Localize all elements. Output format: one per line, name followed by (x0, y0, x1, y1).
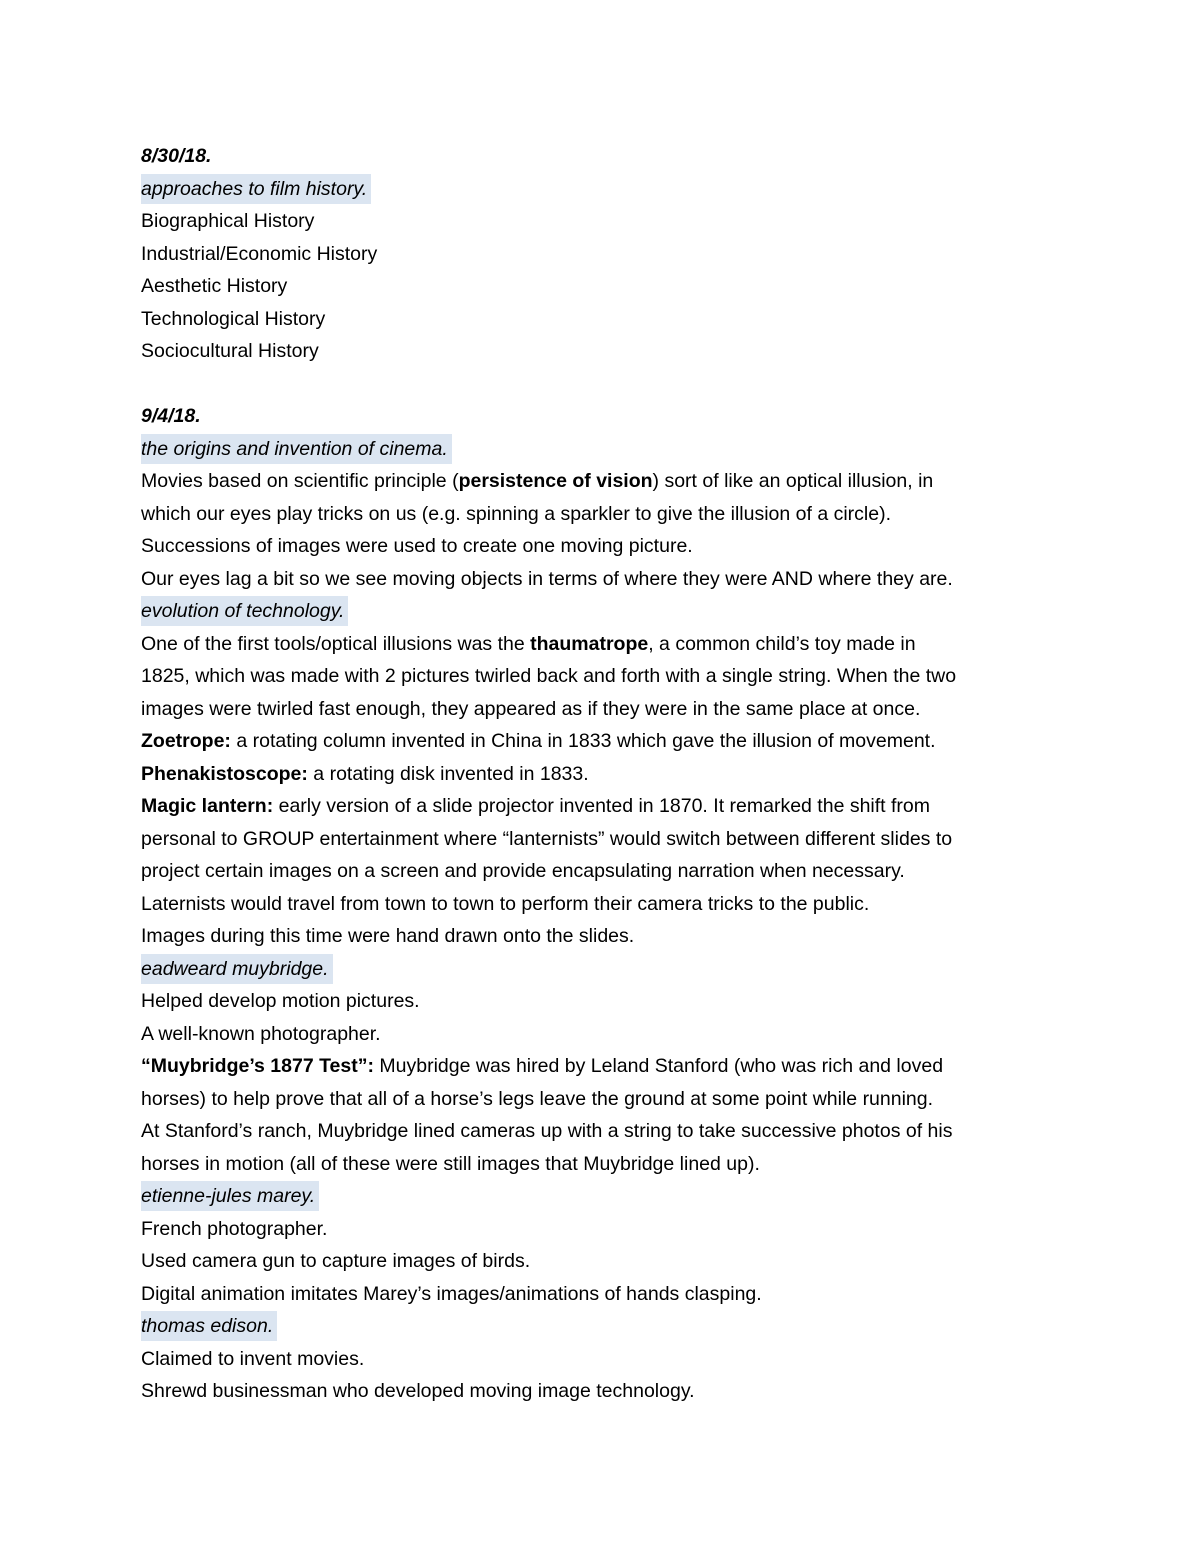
note-line: Claimed to invent movies. (141, 1347, 365, 1370)
note-text: One of the first tools/optical illusions was the (141, 632, 531, 655)
note-line: Laternists would travel from town to town to perform their camera tricks to the public. (141, 892, 870, 915)
note-line: personal to GROUP entertainment where “lanternists” would switch between different slides to (141, 827, 953, 850)
topic-heading-line (141, 1180, 1081, 1213)
section-date: 9/4/18. (141, 405, 201, 427)
note-line: Digital animation imitates Marey’s images/animations of hands clasping. (141, 1282, 762, 1305)
note-line (141, 790, 1081, 823)
note-line: A well-known photographer. (141, 1022, 381, 1045)
section-date: 8/30/18. (141, 145, 212, 167)
note-line: At Stanford’s ranch, Muybridge lined cameras up with a string to take successive photos of his (141, 1120, 953, 1142)
note-line: images were twirled fast enough, they appeared as if they were in the same place at once. (141, 697, 921, 720)
note-line: which our eyes play tricks on us (e.g. spinning a sparkler to give the illusion of a circle). (141, 502, 892, 525)
note-line: Images during this time were hand drawn onto the slides. (141, 925, 635, 947)
note-line (141, 1050, 1081, 1083)
note-line: Sociocultural History (141, 340, 319, 362)
note-line: Aesthetic History (141, 275, 288, 297)
note-line: project certain images on a screen and provide encapsulating narration when necessary. (141, 860, 905, 882)
key-term: thaumatrope (530, 632, 649, 655)
topic-heading: approaches to film history. (141, 174, 371, 204)
section-spacer (141, 368, 1081, 401)
note-line: Successions of images were used to create one moving picture. (141, 535, 693, 557)
note-line: Shrewd businessman who developed moving image technology. (141, 1380, 695, 1402)
note-line (141, 725, 1081, 758)
topic-heading-line (141, 953, 1081, 986)
note-line (141, 758, 1081, 791)
topic-heading-line (141, 595, 1081, 628)
note-line (141, 628, 1081, 661)
note-text: a rotating column invented in China in 1833 which gave the illusion of movement. (230, 730, 936, 752)
key-term: persistence of vision (458, 470, 653, 492)
topic-heading-line (141, 173, 1081, 206)
note-line: 1825, which was made with 2 pictures twirled back and forth with a single string. When the two (141, 665, 957, 687)
note-text: Movies based on scientific principle ( (141, 470, 459, 492)
note-line: Technological History (141, 307, 326, 330)
key-term: “Muybridge’s 1877 Test”: (141, 1055, 374, 1077)
note-text: , a common child’s toy made in (648, 632, 916, 655)
note-line: horses) to help prove that all of a horse’s legs leave the ground at some point while running. (141, 1087, 934, 1110)
note-line: Helped develop motion pictures. (141, 990, 420, 1012)
topic-heading: thomas edison. (141, 1311, 277, 1341)
note-line: Used camera gun to capture images of birds. (141, 1250, 531, 1272)
note-line: French photographer. (141, 1217, 328, 1240)
note-line (141, 465, 1081, 498)
key-term: Magic lantern: (141, 795, 274, 817)
note-line: Our eyes lag a bit so we see moving objects in terms of where they were AND where they are. (141, 567, 953, 590)
topic-heading-line (141, 1310, 1081, 1343)
topic-heading-line (141, 433, 1081, 466)
note-line: Industrial/Economic History (141, 242, 378, 265)
key-term: Phenakistoscope: (141, 762, 308, 785)
key-term: Zoetrope: (141, 730, 231, 752)
topic-heading: eadweard muybridge. (141, 954, 333, 984)
topic-heading: evolution of technology. (141, 596, 348, 626)
topic-heading: the origins and invention of cinema. (141, 434, 452, 464)
note-text: Muybridge was hired by Leland Stanford (who was rich and loved (373, 1055, 944, 1077)
document-page (141, 140, 1081, 1408)
note-text: early version of a slide projector invented in 1870. It remarked the shift from (273, 795, 931, 817)
note-text: ) sort of like an optical illusion, in (652, 470, 934, 492)
note-line: horses in motion (all of these were still images that Muybridge lined up). (141, 1152, 760, 1175)
note-line: Biographical History (141, 210, 315, 232)
topic-heading: etienne-jules marey. (141, 1181, 319, 1211)
note-text: a rotating disk invented in 1833. (307, 762, 589, 785)
